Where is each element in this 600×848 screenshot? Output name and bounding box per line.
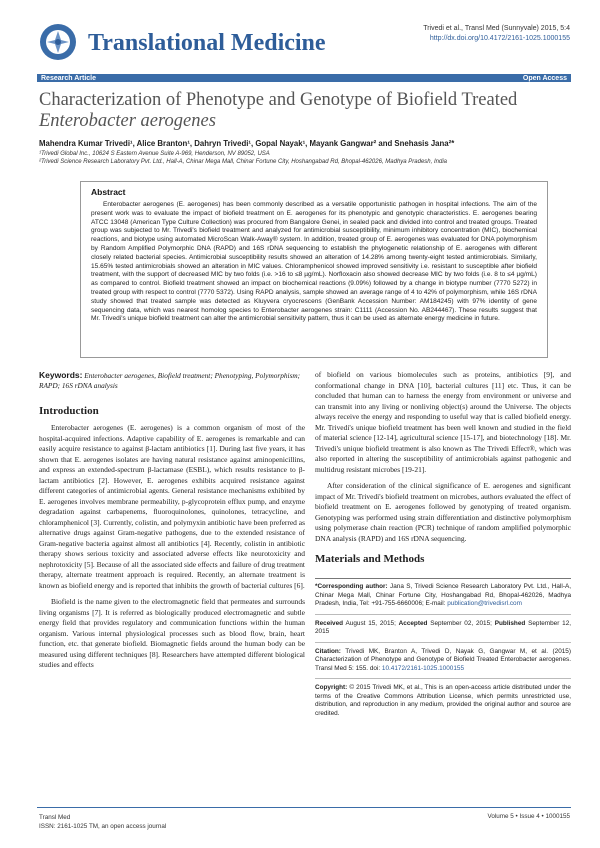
keywords (39, 370, 305, 391)
abstract-box (80, 181, 548, 358)
footer-volume: Volume 5 • Issue 4 • 1000155 (487, 813, 570, 820)
author-list: Mahendra Kumar Trivedi¹, Alice Branton¹, Dahryn Trivedi¹, Gopal Nayak¹, Mayank Gangwar² and Snehasis Jana²* (39, 139, 455, 148)
footer-issn: ISSN: 2161-1025 TM, an open access journal (39, 823, 167, 830)
introduction-heading: Introduction (39, 405, 99, 417)
materials-methods-heading: Materials and Methods (315, 553, 425, 565)
intro-paragraph-4: After consideration of the clinical significance of E. aerogenes and significant impact of Mr. Trivedi's biofield treatment on microbes, authors evaluated the effect of biofield treatment on E. aerogenes followed by genotyping of treated organism. Genotyping was performed using strain differentiation and distinctive polymorphism using polymerase chain reaction (PCR) technique of random amplified polymorphic DNA analysis (RAPD) and 16S rDNA sequencing. (315, 481, 571, 543)
keywords-text: Enterobacter aerogenes, Biofield treatment; Phenotyping, Polymorphism; RAPD; 16S rDNA analysis (39, 371, 301, 390)
footer-journal-info (39, 813, 166, 831)
keywords-label: Keywords: (39, 370, 83, 380)
intro-paragraph-2: Biofield is the name given to the electromagnetic field that permeates and surrounds living organisms [7]. It is referred as biologically produced electromagnetic and subtle energy field that provides regulatory and communication functions within the human organism. Various internal physiological processes such as blood flow, brain, heart function, etc. that generate biofield. Biomagnetic fields around the human body can be measured using different techniques [8]. Researchers have attempted different biological studies and effects (39, 597, 305, 669)
journal-name: Translational Medicine (88, 30, 326, 56)
title-line-1: Characterization of Phenotype and Genotype of Biofield Treated (39, 90, 518, 110)
article-title (39, 90, 569, 132)
article-info-box (315, 578, 571, 728)
header-doi-link[interactable]: http://dx.doi.org/10.4172/2161-1025.1000155 (429, 35, 570, 42)
title-line-2: Enterobacter aerogenes (39, 111, 216, 131)
citation-doi-link[interactable]: 10.4172/2161-1025.1000155 (381, 664, 464, 672)
header-citation (423, 24, 570, 44)
journal-logo-icon (38, 22, 78, 62)
footer-journal: Transl Med (39, 814, 71, 821)
corresponding-author: *Corresponding author: Jana S, Trivedi Science Research Laboratory Pvt. Ltd., Hall-A, Chinar Mega Mall, Chinar Fortune City, Hoshangabad Rd, Bhopal-462026, Madhya Pradesh, India, Tel: +91-755-6660006; E-mail: publication@trivedisrl.com (315, 583, 571, 615)
open-access-label: Open Access (522, 74, 567, 82)
abstract-heading: Abstract (91, 187, 126, 197)
email-link[interactable]: publication@trivedisrl.com (447, 600, 522, 607)
copyright-notice: Copyright: © 2015 Trivedi MK, et al., This is an open-access article distributed under the terms of the Creative Commons Attribution License, which permits unrestricted use, distribution, and reproduction in any medium, provided the original author and source are credited. (315, 684, 571, 717)
intro-paragraph-3: of biofield on various biomolecules such as proteins, antibiotics [9], and conformational change in DNA [10], bacterial cultures [11] etc. Thus, it can be concluded that human can to harness the energy from environment or universe and can transmit into any living or nonliving object(s) around the Universe. The objects always receive the energy and responding to useful way that is called biofield energy. Mr. Trivedi's unique biofield treatment has been well known and studied in the field of material science [12-14], agricultural science [15-17], and biotechnology [18]. Mr. Trivedi's unique biofield treatment is also known as The Trivedi Effect®, which was also reported in altering the susceptibility of antimicrobials against pathogenic and multidrug resistant microbes [19-21]. (315, 370, 571, 474)
article-type-label: Research Article (41, 74, 96, 82)
header-citation-text: Trivedi et al., Transl Med (Sunnyvale) 2015, 5:4 (423, 25, 570, 32)
left-column (39, 423, 305, 671)
intro-paragraph-1: Enterobacter aerogenes (E. aerogenes) is a common organism of most of the hospital-acquired infections. Adaptive capability of E. aerogenes is remarkable and can easily acquire resistance to against β-lactam antibiotics [1]. During last five years, it has shown that E. aerogenes isolates are having natural resistance against aminopenicillins, and express an extended-spectrum β-lactamase (ESBL), which results resistance to β-lactam antibiotics [2]. However, E. aerogenes exhibits acquired resistance against different categories of antimicrobial agents. General resistance mechanisms exhibited by E. aerogenes involves membrane permeability, p-glycoprotein efflux pump, and enzyme degradation against carbapenems, fluoroquinolones, quinolones, tetracycline, and chloramphenicol [3]. Currently, colistin, and polymyxin antibiotic have been preferred as alternative drugs against Gram-negative pathogens, due to the extended resistance of Gram-negative bacteria against almost all antibiotics [4]. Recently, colistin in antibiotic therapy shows serious toxicity and associated adverse effects like neurotoxicity and nephrotoxicity [5]. Because of all the associated side effects and failure of drug treatment therapy, alternate treatment approach is required. Recently, an alternate treatment is known as biofield energy and is reported that inhibits the growth of bacterial cultures [6]. (39, 423, 305, 590)
article-type-bar (37, 74, 571, 82)
abstract-text: Enterobacter aerogenes (E. aerogenes) has been commonly described as a versatile opportunistic pathogen in hospital infections. The aim of the present work was to evaluate the impact of biofield treatment on E. aerogenes for its phenotypic and genotypic characteristics. E. aerogenes bearing ATCC 13048 (American Type Culture Collection) was procured from Bangalore Genei, in sealed pack and divided into control and treated groups. Treated group was subjected to Mr. Trivedi's biofield treatment and analyzed for antimicrobial susceptibility, minimum inhibitory concentration (MIC), biochemical reactions, and biotype using automated MicroScan Walk-Away® system. In addition, treated group of E. aerogenes was evaluated for DNA polymorphism by Random Amplified Polymorphic DNA (RAPD) and 16S rDNA sequencing to establish the phylogenetic relationship of E. aerogenes with different closely related bacterial species. Antimicrobial susceptibility results showed an alteration of 14.28% among twenty-eight tested antimicrobials. Similarly, 15.65% tested antimicrobials showed an alteration in MIC values. Chloramphenicol showed improved sensitivity i.e. resistant to susceptible after biofield treatment, with the support of decreased MIC by two folds (i.e. >16 to ≤8 µg/mL). Norfloxacin also showed decrease MIC by two folds (i.e. 8 to ≤4 µg/mL) as compared to control. Biofield treatment showed an impact on biochemical reactions (9.09%) followed by a change in biotype number (7770 5272) in treated group with respect to control (7770 5372). Using RAPD analysis, sample showed an average range of 4 to 42% of polymorphism, while 16S rDNA study showed that treated sample was detected as Kluyvera cryocrescens (GenBank Accession Number: AM184245) with 97% identity of gene sequencing data, which was nearest homolog species to Enterobacter aerogenes strain: C1111 (Accession No. AB244467). These results suggest that Mr. Trivedi's unique biofield treatment can alter the antimicrobial sensitivity pattern, thus it can be used as alternate energy medicine in future. (91, 201, 537, 323)
footer-divider (37, 807, 571, 808)
citation-block: Citation: Trivedi MK, Branton A, Trivedi D, Nayak G, Gangwar M, et al. (2015) Characterization of Phenotype and Genotype of Biofield Treated Enterobacter aerogenes. Transl Med 5: 155. doi: 10.4172/2161-1025.1000155 (315, 648, 571, 680)
right-column (315, 370, 571, 544)
article-dates: Received August 15, 2015; Accepted September 02, 2015; Published September 12, 2015 (315, 620, 571, 643)
affiliation-2: ²Trivedi Science Research Laboratory Pvt. Ltd., Hall-A, Chinar Mega Mall, Chinar Fortune City, Hoshangabad Rd, Bhopal-462026, Madhya Pradesh, India (39, 159, 447, 165)
affiliation-1: ¹Trivedi Global Inc., 10624 S Eastern Avenue Suite A-969, Henderson, NV 89052, USA (39, 151, 270, 157)
